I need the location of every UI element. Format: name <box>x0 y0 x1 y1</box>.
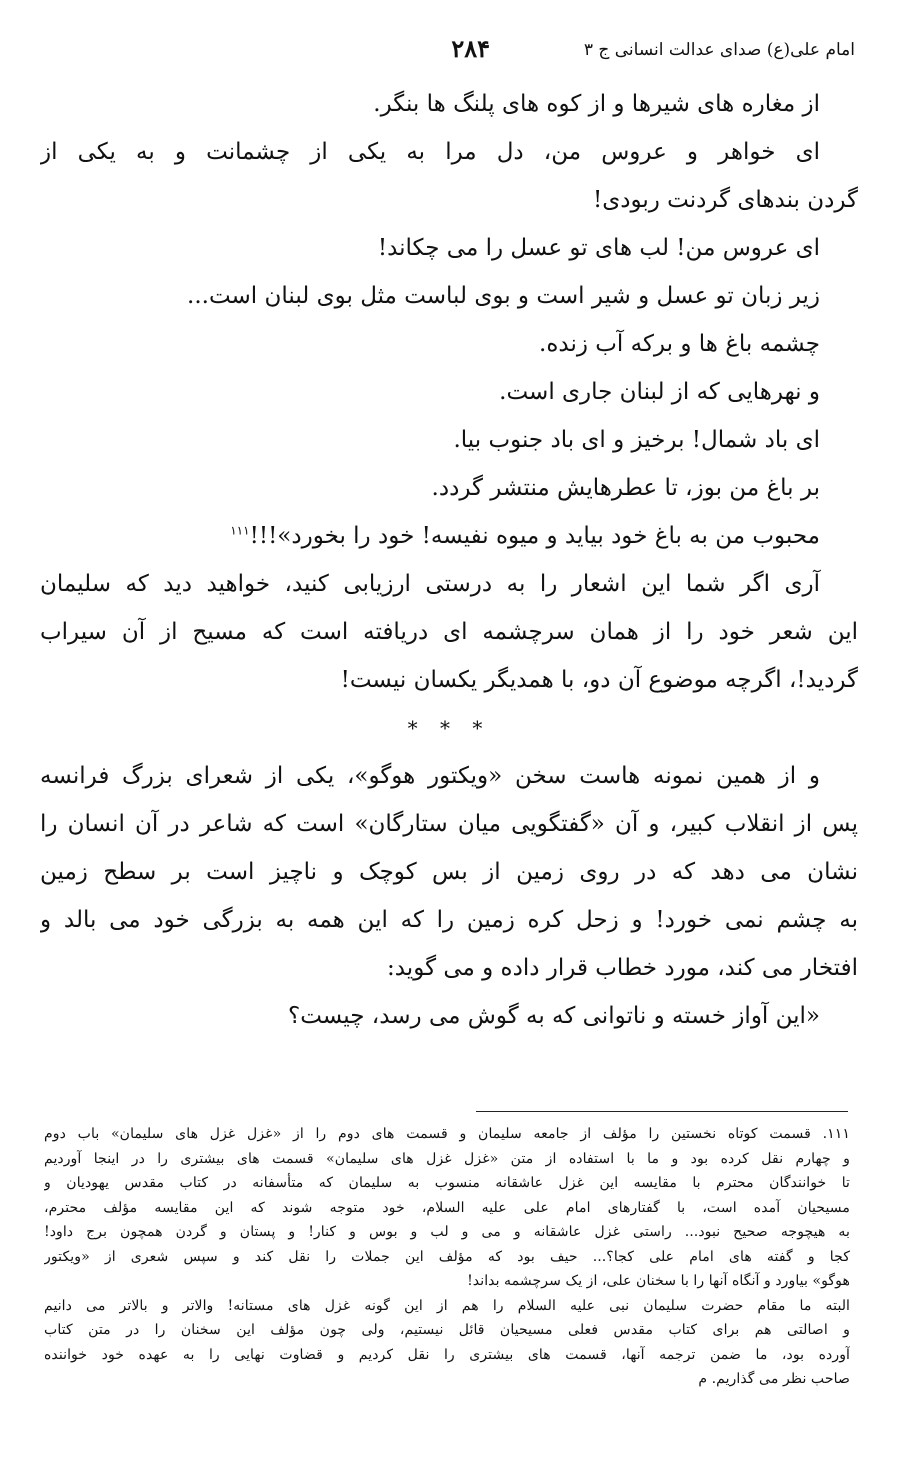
main-text <box>40 80 858 1040</box>
footnote-separator <box>476 1111 848 1112</box>
running-title: امام علی(ع) صدای عدالت انسانی ج ۳ <box>583 40 855 60</box>
text-line: بر باغ من بوز، تا عطرهایش منتشر گردد. <box>431 475 820 501</box>
page-number: ۲۸۴ <box>451 34 490 63</box>
text-line: آری اگر شما این اشعار را به درستی ارزیابی کنید، خواهید دید که سلیمان <box>40 571 820 597</box>
footnote-line: تا خوانندگان محترم با مقایسه این غزل عاشقانه منسوب به سلیمان که متأسفانه در کتاب مقدس یهودیان و <box>44 1175 850 1191</box>
text-line: زیر زبان تو عسل و شیر است و بوی لباست مثل بوی لبنان است... <box>187 283 820 309</box>
text-line: این شعر خود را از همان سرچشمه ای دریافته است که مسیح از آن سیراب <box>40 619 858 645</box>
text-line: نشان می دهد که در روی زمین از بس کوچک و ناچیز است بر سطح زمین <box>40 859 858 885</box>
footnote-line: آورده بود، ما ضمن ترجمه آنها، قسمت های بیشتری را نقل کردیم و قضاوت نهایی را به عهده خود خواننده <box>44 1346 850 1363</box>
footnote-line: و اصالتی هم برای کتاب مقدس فعلی مسیحیان قائل نیستیم، ولی چون مؤلف این سخنان را در متن کتاب <box>44 1322 850 1338</box>
text-line: گردن بندهای گردنت ربودی! <box>592 187 858 213</box>
text-line: چشمه باغ ها و برکه آب زنده. <box>539 331 820 357</box>
text-line: افتخار می کند، مورد خطاب قرار داده و می گوید: <box>386 955 858 981</box>
page-header <box>45 34 855 74</box>
footnote-line: کجا و گفته های امام علی کجا؟... حیف بود که مؤلف این جملات را نقل کند و سپس شعری از «ویکتور <box>44 1248 850 1265</box>
footnote-line: ۱۱۱. قسمت کوتاه نخستین را مؤلف از جامعه سلیمان و قسمت های دوم را از «غزل غزل های سلیمان» باب دوم <box>44 1126 850 1142</box>
footnotes <box>44 1122 850 1392</box>
footnote-line: هوگو» بیاورد و آنگاه آنها را با سخنان علی، از یک سرچشمه بداند! <box>467 1273 850 1289</box>
text-line: محبوب من به باغ خود بیاید و میوه نفیسه! خود را بخورد»!!! <box>249 523 820 549</box>
footnote-line: به هیچوجه صحیح نبود... راستی غزل عاشقانه و می و لب و بوس و کنار! و پستان و گردن همچون برج داود! <box>44 1224 850 1240</box>
text-line: ای باد شمال! برخیز و ای باد جنوب بیا. <box>453 427 820 453</box>
text-line: و از همین نمونه هاست سخن «ویکتور هوگو»، یکی از شعرای بزرگ فرانسه <box>40 763 820 789</box>
text-line: ای عروس من! لب های تو عسل را می چکاند! <box>377 235 820 261</box>
footnote-line: مسیحیان آمده است، با گفتارهای امام علی علیه السلام، خود متوجه شوند که این مقایسه مؤلف محترم، <box>44 1199 850 1216</box>
text-line: «این آواز خسته و ناتوانی که به گوش می رسد، چیست؟ <box>288 1003 820 1029</box>
text-line: ای خواهر و عروس من، دل مرا به یکی از چشمانت و به یکی از <box>40 139 820 165</box>
text-line: گردید!، اگرچه موضوع آن دو، با همدیگر یکسان نیست! <box>340 667 858 693</box>
footnote-line: و چهارم نقل کرده بود و ما با استفاده از متن «غزل غزل های سلیمان» قسمت های بیشتری را در اینجا آوردیم <box>44 1150 850 1167</box>
footnote-line: صاحب نظر می گذاریم. م <box>698 1371 850 1387</box>
text-line: و نهرهایی که از لبنان جاری است. <box>499 379 820 405</box>
text-line-with-footnote-ref <box>40 512 858 560</box>
text-line: پس از انقلاب کبیر، و آن «گفتگویی میان ستارگان» است که شاعر در آن انسان را <box>40 811 858 837</box>
footnote-reference: ۱۱۱ <box>230 523 250 538</box>
text-line: از مغاره های شیرها و از کوه های پلنگ ها بنگر. <box>373 91 820 117</box>
footnote-line: البته ما مقام حضرت سلیمان نبی علیه السلام را هم از این گونه غزل های مستانه! والاتر و بالاتر می دانیم <box>44 1297 850 1314</box>
section-separator: * * * <box>407 716 491 740</box>
text-line: به چشم نمی خورد! و زحل کره زمین را که این همه به بزرگی خود می بالد و <box>40 907 858 933</box>
